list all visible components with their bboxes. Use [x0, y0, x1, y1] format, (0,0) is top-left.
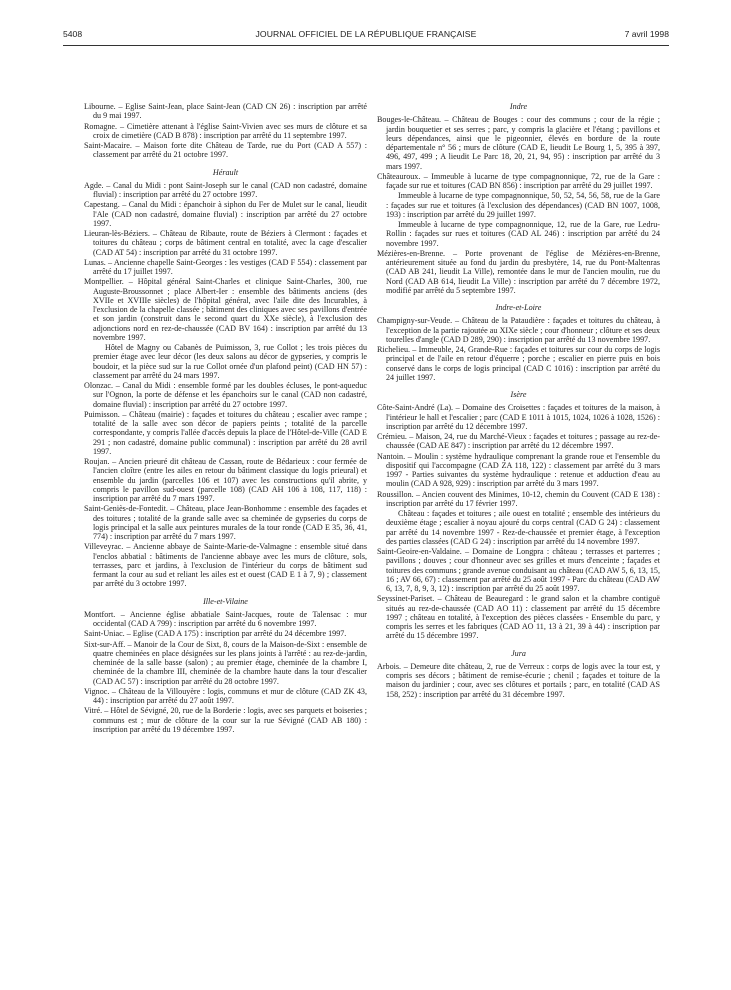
notice-entry: Saint-Uniac. – Eglise (CAD A 175) : inscription par arrêté du 24 décembre 1997. — [84, 629, 347, 639]
notice-entry: Saint-Geoire-en-Valdaine. – Domaine de Longpra : château ; terrasses et parterres ; pavillons ; douves ; cour d'honneur avec ses grilles et murs d'enceinte ; façades et toitures des communs ; grande avenue conduisant au château (CAD AW 5, 6, 13, 15, 16 ; AV 66, 67) : classement par arrêté du 25 août 1997 - Parc du château (CAD AW 6, 13, 7, 8, 9, 3, 12) : inscription par arrêté du 25 août 1997. — [377, 547, 660, 593]
notice-entry: Sixt-sur-Aff. – Manoir de la Cour de Sixt, 8, cours de la Maison-de-Sixt : ensemble de quatre cheminées en place désignées sur les plans joints à l'arrêté : au rez-de-jardin, cheminée de la salle basse (salon) ; au premier étage, cheminée de la chambre I, cheminée de la chambre III, cheminée de la chambre haute dans la tour d'escalier (CAD AC 57) : inscription par arrêté du 28 octobre 1997. — [84, 639, 367, 686]
notice-entry: Richelieu. – Immeuble, 24, Grande-Rue : façades et toitures sur cour du corps de logis principal et de l'aile en retour d'équerre ; porche ; escalier en pierre puis en bois conservé dans le corps de logis principal (CAD C 1016) : inscription par arrêté du 24 juillet 1997. — [377, 345, 660, 382]
notice-entry: Lieuran-lès-Béziers. – Château de Ribaute, route de Béziers à Clermont : façades et toitures du château ; corps de bâtiment central en totalité, avec la cage d'escalier (CAD AT 54) : inscription par arrêté du 31 octobre 1997. — [84, 229, 367, 257]
department-heading: Indre — [509, 102, 528, 111]
notice-entry: Villeveyrac. – Ancienne abbaye de Sainte-Marie-de-Valmagne : ensemble situé dans l'enclos abbatial : bâtiments de l'ancienne abbaye avec les murs de clôture, sols, terrasses, parc et jardins, à l'exclusion de l'intérieur du corps de bâtiment sud fermant la cour au sud et reliant les ailes est et ouest (CAD E 1 à 7, 9) ; classement par arrêté du 3 octobre 1997. — [84, 542, 367, 589]
left-column — [84, 102, 367, 735]
notice-entry: Château : façades et toitures ; aile ouest en totalité ; ensemble des intérieurs du deuxième étage ; escalier à noyau ajouré du corps central (CAD G 24) : classement par arrêté du 14 novembre 1997 - Rez-de-chaussée et premier étage, à l'exception des parties classées (CAD G 24) : inscription par arrêté du 14 novembre 1997. — [386, 509, 660, 546]
issue-date: 7 avril 1998 — [624, 29, 669, 39]
department-heading: Jura — [511, 648, 526, 658]
notice-entry: Mézières-en-Brenne. – Porte provenant de l'église de Mézières-en-Brenne, antérieurement située au fond du jardin du presbytère, 14, rue du Pont-Maltenras (CAD AB 241, lieudit La Ville), remontée dans le mur de l'ancien moulin, rue du Nord (CAD AB 614, lieudit La Ville) : inscription par arrêté du 7 décembre 1972, modifié par arrêté du 5 septembre 1997. — [377, 248, 660, 295]
department-heading: Isère — [510, 390, 527, 399]
notice-entry: Saint-Macaire. – Maison forte dite Château de Tarde, rue du Port (CAD A 557) : classement par arrêté du 21 octobre 1997. — [84, 141, 367, 160]
notice-entry: Nantoin. – Moulin : système hydraulique comprenant la grande roue et l'ensemble du dispositif qui l'accompagne (CAD ZA 118, 122) : classement par arrêté du 3 mars 1997 - Parties suivantes du système hydraulique : retenue et adduction d'eau au moulin (CAD A 928, 929) : inscription par arrêté du 3 mars 1997. — [377, 451, 660, 489]
notice-entry: Montfort. – Ancienne église abbatiale Saint-Jacques, route de Talensac : mur occidental (CAD A 799) : inscription par arrêté du 6 novembre 1997. — [84, 609, 367, 628]
department-heading: Ille-et-Vilaine — [203, 596, 248, 606]
notice-entry: Romagne. – Cimetière attenant à l'église Saint-Vivien avec ses murs de clôture et sa croix de cimetière (CAD B 878) : inscription par arrêté du 11 septembre 1997. — [84, 121, 367, 140]
notice-entry: Saint-Geniès-de-Fontedit. – Château, place Jean-Bonhomme : ensemble des façades et des toitures ; totalité de la grande salle avec sa cheminée de gypseries du corps de logis principal et la salle aux peintures murales de la tour ronde (CAD E 35, 36, 41, 774) : inscription par arrêté du 7 mars 1997. — [84, 504, 367, 541]
notice-entry: Puimisson. – Château (mairie) : façades et toitures du château ; escalier avec rampe ; totalité de la salle avec son décor de papiers peints ; totalité de la parcelle correspondante, y compris l'allée d'accès depuis la place de l'Hôtel-de-Ville (CAD E 291 ; non cadastré, domaine public communal) : inscription par arrêté du 28 avril 1997. — [84, 409, 367, 456]
journal-title: JOURNAL OFFICIEL DE LA RÉPUBLIQUE FRANÇAISE — [255, 29, 477, 39]
notice-entry: Arbois. – Demeure dite château, 2, rue de Verreux : corps de logis avec la tour est, y compris ses décors ; bâtiment de remise-écurie ; chenil ; façades et toiture de la maison du jardinier ; cour, avec ses clôtures et portails ; parc, en totalité (CAD AS 158, 252) : inscription par arrêté du 31 décembre 1997. — [377, 661, 660, 699]
notice-entry: Libourne. – Eglise Saint-Jean, place Saint-Jean (CAD CN 26) : inscription par arrêté du 9 mai 1997. — [84, 102, 367, 121]
page-header — [63, 29, 669, 43]
notice-entry: Lunas. – Ancienne chapelle Saint-Georges : les vestiges (CAD F 554) : classement par arrêté du 17 juillet 1997. — [84, 257, 367, 276]
notice-entry: Vignoc. – Château de la Villouyère : logis, communs et mur de clôture (CAD ZK 43, 44) : inscription par arrêté du 27 août 1997. — [84, 686, 367, 705]
notice-entry: Côte-Saint-André (La). – Domaine des Croisettes : façades et toitures de la maison, à l'intérieur le hall et l'escalier ; parc (CAD E 1011 à 1015, 1024, 1026 à 1028, 1526) : inscription par arrêté du 12 décembre 1997. — [377, 403, 660, 431]
notice-entry: Vitré. – Hôtel de Sévigné, 20, rue de la Borderie : logis, avec ses parquets et boiseries ; communs est ; mur de clôture de la cour sur la rue Sévigné (CAD AB 180) : inscription par arrêté du 19 décembre 1997. — [84, 706, 367, 734]
notice-entry: Montpellier. – Hôpital général Saint-Charles et clinique Saint-Charles, 300, rue Auguste-Broussonnet ; place Albert-Ier : ensemble des bâtiments anciens (des XVIIe et XVIIIe siècles) de l'hôpital général, avec l'aile dite des Incurables, à l'exclusion de la chapelle classée ; bâtiment des cliniques avec ses pavillons d'entrée et son jardin (construit dans le second quart du XXe siècle), à l'exclusion des adjonctions nord en rez-de-chaussée (CAD BV 164) : inscription par arrêté du 13 novembre 1997. — [84, 277, 367, 342]
notice-entry: Immeuble à lucarne de type compagnonnique, 12, rue de la Gare, rue Ledru-Rollin : façades sur rues et toitures (CAD AL 246) : inscription par arrêté du 24 novembre 1997. — [386, 220, 660, 248]
department-heading: Hérault — [212, 167, 239, 177]
notice-entry: Roussillon. – Ancien couvent des Minimes, 10-12, chemin du Couvent (CAD E 138) : inscription par arrêté du 17 février 1997. — [377, 489, 660, 508]
notice-entry: Immeuble à lucarne de type compagnonnique, 50, 52, 54, 56, 58, rue de la Gare : façades sur rue et toitures (à l'exclusion des dépendances) (CAD BN 1007, 1008, 193) : inscription par arrêté du 29 juillet 1997. — [386, 191, 660, 219]
notice-entry: Hôtel de Magny ou Cabanès de Puimisson, 3, rue Collot ; les trois pièces du premier étage avec leur décor (les deux salons au décor de gypseries, y compris le boudoir, et la pièce sud sur la rue Collot ornée d'un plafond peint) (CAD HN 57) : classement par arrêté du 24 mars 1997. — [93, 343, 367, 380]
notice-entry: Seyssinet-Pariset. – Château de Beauregard : le grand salon et la chambre contiguë situés au rez-de-chaussée (CAD AO 11) : classement par arrêté du 15 décembre 1997 ; château en totalité, à l'exception des pièces classées - Ensemble du parc, y compris les serres et les fabriques (CAD AO 11, 13 à 21, 39 à 44) : inscription par arrêté du 15 décembre 1997. — [377, 594, 660, 641]
notice-entry: Capestang. – Canal du Midi : épanchoir à siphon du Fer de Mulet sur le canal, lieudit l'Ale (CAD non cadastré, domaine fluvial) : inscription par arrêté du 27 octobre 1997. — [84, 200, 367, 228]
notice-entry: Roujan. – Ancien prieuré dit château de Cassan, route de Bédarieux : cour fermée de l'ancien cloître (entre les ailes en retour du bâtiment classique du logis prieural) et ensemble du jardin (parcelles 106 et 107) avec les constructions qu'il abrite, y compris le pavillon sud-ouest (parcelle 108) (CAD AH 106 à 108, 117, 118) : inscription par arrêté du 7 mars 1997. — [84, 457, 367, 503]
department-heading: Indre-et-Loire — [495, 303, 542, 312]
notice-entry: Bouges-le-Château. – Château de Bouges : cour des communs ; cour de la régie ; jardin bouquetier et ses serres ; parc, y compris la glacière et l'étang ; pavillons et leurs dépendances, ainsi que le pigeonnier, élevés en bordure de la route départementale n° 56 ; murs de clôture (CAD E, lieudit Le Bourg 1, 5, 395 à 397, 496, 497, 499 ; A lieudit Le Parc 18, 20, 21, 94, 95) : inscription par arrêté du 3 mars 1997. — [377, 115, 660, 171]
page-number: 5408 — [63, 29, 83, 39]
notice-entry: Champigny-sur-Veude. – Château de la Pataudière : façades et toitures du château, à l'exception de la partie rajoutée au XIXe siècle ; cour d'honneur ; clôture et ses deux tourelles d'angle (CAD D 289, 290) : inscription par arrêté du 13 novembre 1997. — [377, 316, 660, 344]
notice-entry: Agde. – Canal du Midi : pont Saint-Joseph sur le canal (CAD non cadastré, domaine fluvial) : inscription par arrêté du 27 octobre 1997. — [84, 180, 367, 199]
notice-entry: Châteauroux. – Immeuble à lucarne de type compagnonnique, 72, rue de la Gare : façade sur rue et toitures (CAD BN 856) : inscription par arrêté du 29 juillet 1997. — [377, 171, 660, 190]
right-column — [377, 102, 660, 700]
notice-entry: Olonzac. – Canal du Midi : ensemble formé par les doubles écluses, le pont-aqueduc sur l'Ognon, la porte de défense et les épanchoirs sur le canal (CAD non cadastré, domaine fluvial) : inscription par arrêté du 27 octobre 1997. — [84, 381, 367, 409]
header-rule — [63, 45, 669, 46]
notice-entry: Crémieu. – Maison, 24, rue du Marché-Vieux : façades et toitures ; passage au rez-de-chaussée (CAD AE 847) : inscription par arrêté du 12 décembre 1997. — [377, 432, 660, 451]
